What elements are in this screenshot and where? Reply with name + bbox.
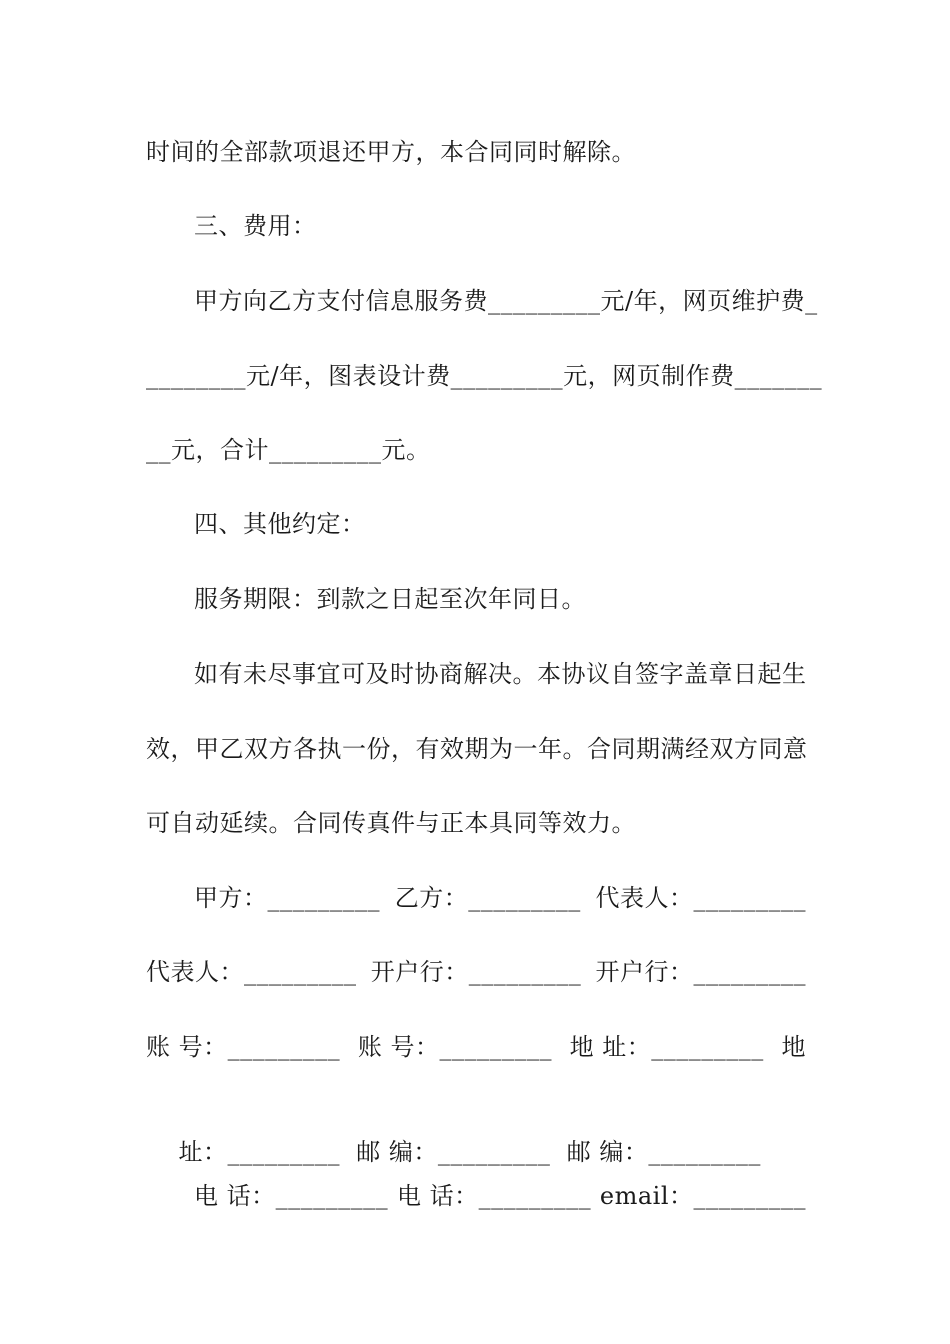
contract-text-line: 可自动延续。合同传真件与正本具同等效力。 [146,809,636,837]
account-field: 账 号：_________ [146,1033,341,1061]
section-heading-fees: 三、费用： [194,212,317,240]
signature-row [194,883,806,913]
address-field-start: 地 [781,1033,806,1061]
party-b-field: 乙方：_________ [394,884,581,912]
postcode-field: 邮 编：_________ [566,1138,761,1166]
bank-field: 开户行：_________ [370,958,582,986]
representative-field: 代表人：_________ [595,884,806,912]
contract-text-line: 甲方向乙方支付信息服务费_________元/年，网页维护费_ [194,287,818,315]
signature-row [194,1181,806,1211]
party-a-field: 甲方：_________ [194,884,380,912]
contract-text-line: 效，甲乙双方各执一份，有效期为一年。合同期满经双方同意 [146,735,808,763]
phone-field: 电 话：_________ [194,1182,389,1210]
address-field-end: 址：_________ [178,1138,341,1166]
account-field: 账 号：_________ [357,1033,552,1061]
phone-field: 电 话：_________ [396,1182,592,1210]
signature-row [146,1032,806,1062]
contract-text-line: ________元/年，图表设计费_________元，网页制作费_______ [146,362,823,390]
contract-text-line: 服务期限：到款之日起至次年同日。 [194,585,586,613]
contract-text-line: 如有未尽事宜可及时协商解决。本协议自签字盖章日起生 [194,660,807,688]
bank-field: 开户行：_________ [595,958,806,986]
signature-row [146,957,806,987]
postcode-field: 邮 编：_________ [356,1138,551,1166]
contract-text-line: 时间的全部款项退还甲方，本合同同时解除。 [146,138,636,166]
address-field: 地 址：_________ [569,1033,764,1061]
section-heading-other-terms: 四、其他约定： [194,510,366,538]
email-field: email：_________ [599,1182,806,1210]
representative-field: 代表人：_________ [146,958,357,986]
contract-text-line: __元，合计_________元。 [146,436,431,464]
